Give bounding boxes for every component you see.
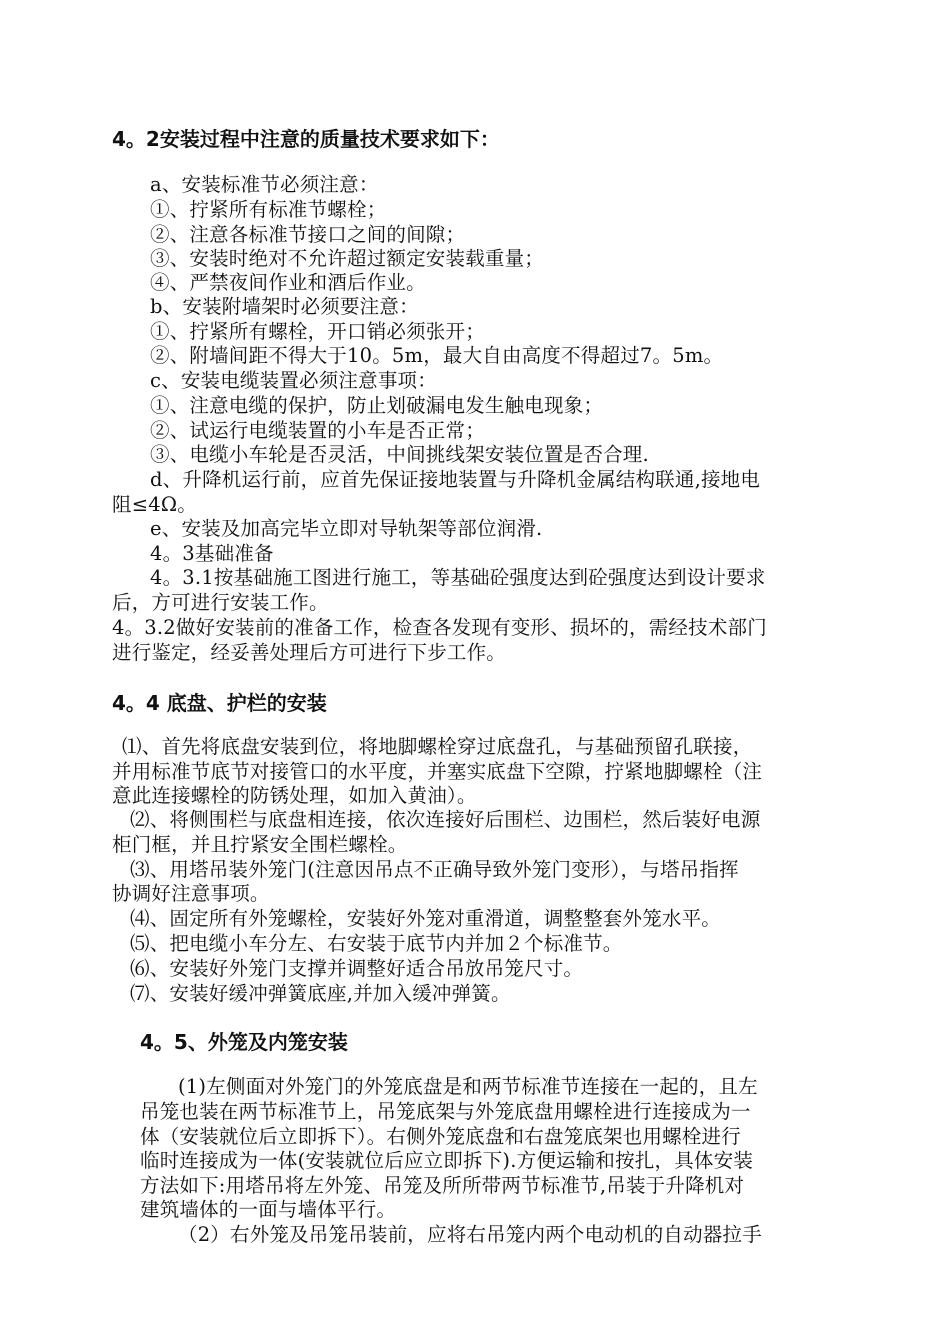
text-line: c、安装电缆装置必须注意事项： xyxy=(150,369,437,392)
text-line: a、安装标准节必须注意： xyxy=(150,173,379,196)
text-line: 协调好注意事项。 xyxy=(112,882,270,905)
text-line: ③、电缆小车轮是否灵活，中间挑线架安装位置是否合理. xyxy=(150,443,649,466)
text-line: ②、附墙间距不得大于10。5m，最大自由高度不得超过7。5m。 xyxy=(150,344,724,367)
text-line: 方法如下:用塔吊将左外笼、吊笼及所所带两节标准节,吊装于升降机对 xyxy=(140,1174,745,1197)
section-heading-4-5: 4。5、外笼及内笼安装 xyxy=(140,1030,348,1054)
text-line: ⑵、将侧围栏与底盘相连接，依次连接好后围栏、边围栏，然后装好电源 xyxy=(130,808,761,831)
text-line: 4。3基础准备 xyxy=(150,542,274,565)
text-line: (1)左侧面对外笼门的外笼底盘是和两节标准节连接在一起的，且左 xyxy=(178,1075,758,1098)
text-line: ①、注意电缆的保护，防止划破漏电发生触电现象； xyxy=(150,394,604,417)
text-line: ②、试运行电缆装置的小车是否正常； xyxy=(150,419,485,442)
text-line: 后，方可进行安装工作。 xyxy=(112,591,329,614)
section-heading-4-2: 4。2安装过程中注意的质量技术要求如下： xyxy=(112,127,500,151)
text-line: 4。3.2做好安装前的准备工作，检查各发现有变形、损坏的，需经技术部门 xyxy=(112,616,767,639)
text-line: ③、安装时绝对不允许超过额定安装载重量； xyxy=(150,247,545,270)
text-line: ⑹、安装好外笼门支撑并调整好适合吊放吊笼尺寸。 xyxy=(130,957,584,980)
text-line: 意此连接螺栓的防锈处理，如加入黄油）。 xyxy=(112,784,477,807)
text-line: 并用标准节底节对接管口的水平度，并塞实底盘下空隙，拧紧地脚螺栓（注 xyxy=(112,760,763,783)
text-line: ⑺、安装好缓冲弹簧底座,并加入缓冲弹簧。 xyxy=(130,982,511,1005)
section-heading-4-4: 4。4 底盘、护栏的安装 xyxy=(112,691,327,715)
text-line: e、安装及加高完毕立即对导轨架等部位润滑. xyxy=(150,517,543,540)
text-line: 柜门框，并且拧紧安全围栏螺栓。 xyxy=(112,833,408,856)
text-line: 体（安装就位后立即拆下）。右侧外笼底盘和右盘笼底架也用螺栓进行 xyxy=(140,1125,741,1148)
text-line: 临时连接成为一体(安装就位后应立即拆下).方便运输和按扎，具体安装 xyxy=(140,1149,754,1172)
text-line: b、安装附墙架时必须要注意： xyxy=(150,295,419,318)
text-line: ⑴、首先将底盘安装到位，将地脚螺栓穿过底盘孔，与基础预留孔联接， xyxy=(122,735,753,758)
text-line: d、升降机运行前，应首先保证接地装置与升降机金属结构联通,接地电 xyxy=(150,468,761,491)
text-line: ①、拧紧所有标准节螺栓； xyxy=(150,198,387,221)
text-line: ⑷、固定所有外笼螺栓，安装好外笼对重滑道，调整整套外笼水平。 xyxy=(130,907,722,930)
text-line: 4。3.1按基础施工图进行施工，等基础砼强度达到砼强度达到设计要求 xyxy=(150,566,766,589)
text-line: 进行鉴定，经妥善处理后方可进行下步工作。 xyxy=(112,641,507,664)
text-line: 建筑墙体的一面与墙体平行。 xyxy=(140,1198,397,1221)
text-line: 吊笼也装在两节标准节上，吊笼底架与外笼底盘用螺栓进行连接成为一 xyxy=(140,1100,751,1123)
text-line: ②、注意各标准节接口之间的间隙； xyxy=(150,223,466,246)
text-line: ①、拧紧所有螺栓，开口销必须张开； xyxy=(150,320,485,343)
text-line: ⑸、把电缆小车分左、右安装于底节内并加２个标准节。 xyxy=(130,932,623,955)
text-line: 阻≤4Ω。 xyxy=(112,493,197,516)
text-line: （2）右外笼及吊笼吊装前，应将右吊笼内两个电动机的自动器拉手 xyxy=(178,1223,762,1246)
text-line: ⑶、用塔吊装外笼门(注意因吊点不正确导致外笼门变形），与塔吊指挥 xyxy=(130,858,739,881)
text-line: ④、严禁夜间作业和酒后作业。 xyxy=(150,271,426,294)
